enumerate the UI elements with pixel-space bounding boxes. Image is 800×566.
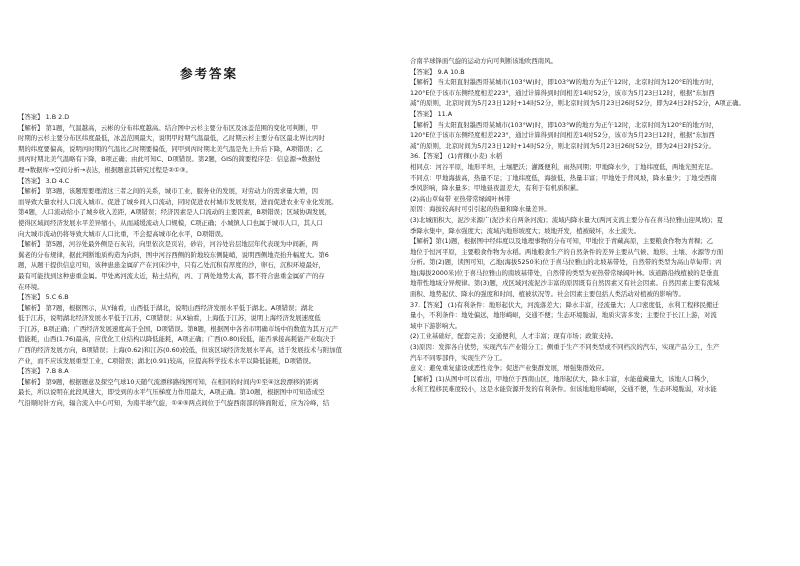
text-line: 【解析】 第3题，该题需要理清这三者之间的关系，城市工业、服务业的发展，对劳动力的需求量大增，因	[18, 187, 319, 196]
text-line: 【答案】 9.A 10.B	[410, 67, 465, 76]
text-line: (3)北城面积大，泥沙来源广(泥沙来自两条河流)；流域内降水量大(两河支流主要分布在喜马拉雅山迎风坡)；夏	[410, 215, 723, 224]
text-line: 【答案】 3.D 4.C	[18, 176, 70, 185]
text-line: 汽车不同零部件，实现生产分工。	[410, 353, 506, 362]
text-line: 相同点：河谷平原，地形平坦，土壤肥沃；灌溉便利，雨热同期；甲地降水少，丁地纬度低，两地光照充足。	[410, 162, 717, 171]
text-line: 最长，所以说明在此段风速大，即受到的水平气压梯度力作用最大，A项正确。第10题，根据图中可知造成空	[18, 388, 325, 397]
text-line: 理→数据库→空间分析→表达，根据题意其研究过程是②①③。	[18, 165, 192, 174]
text-line: (3)原因：发挥各自优势，实现汽车产业错分工；侧重于生产不同类型或不同档次的汽车，实现产品分工，生产	[410, 343, 720, 352]
text-line: 地位于恒河平原，主要粮食作物为水稻。两地粮食生产的自然条件的差异主要从气候、地形、土壤、水源等方面	[410, 247, 724, 256]
text-line: 第4题，人口流动给小了城乡收入差距，A项错误；经济因素是人口流动的主要因素，B项错误；区域协调发展，	[18, 208, 332, 217]
text-line: 水利工程移民难度较小，这是水能资源开发的有利条件。但该地地形崎岖，交通不便，生态环境脆弱，对水能	[410, 385, 717, 394]
text-line: 120°E位于该市东侧经度相差223°，通过计算得到时间相差14时52分，该市为5月23日12时，根据“东加西	[410, 88, 715, 97]
text-line: 原因：海拔较高时可引引起的热量和降水量差异。	[410, 205, 551, 214]
text-line: 而导致大量农村人口流入城市。促进了城乡间人口流动，同时促进农村城市发展发展，进而促进农业专业化发展。	[18, 197, 338, 206]
text-line: 最有可能找到这种患重金属。甲处离河流太近，粘土结构，丙、丁两处地势太高，都不符合患重金属矿产的存	[18, 271, 325, 280]
text-line: 合南半球锋面气旋的运动方向可判断该地吹西南风。	[410, 57, 557, 65]
text-line: (2)高山草甸带 亚热带常绿阔叶林带	[410, 194, 511, 203]
left-text-block	[18, 112, 400, 409]
text-line: 【答案】 1.B 2.D	[18, 113, 70, 121]
text-line: 域中下游影响大。	[410, 321, 462, 330]
text-line: 期的纬度要偏高，说明丙时期的气温比乙时期要偏低，同甲到丙时期北美气温是先上升后下降，A项错误；乙	[18, 144, 323, 153]
text-line: 季降水集中，降水强度大；流域内地形坡度大；坡地开发，植被破坏，水土流失。	[410, 226, 641, 235]
text-line: 时期的云杉主要分布区纬度最低，冰盖范围最大，说明甲时期气温最低，乙时期云杉主要分布区最北界比丙时	[18, 134, 325, 143]
text-line: (2)工业基础好，配套完善；交通便利，人才丰富；现有市场；政策支持。	[410, 332, 618, 341]
text-line: 地(海拔2000米)位于喜马拉雅山的南坡基带处，自然带的类型为亚热带常绿阔叶林。该道路沿线植被的是垂直	[410, 268, 719, 277]
text-line: 【解析】 第7题，根据图示，从Y轴看，山西低于湖北，说明山西经济发展水平低于湖北。A项错误；湖北	[18, 303, 314, 312]
text-line: 量小，不利条件：地处偏远，地形崎岖，交通不便；生态环境脆弱，地质灾害多发；主要位于长江上游，对流	[410, 311, 717, 320]
text-line: 季风影响，降水量多；甲地昼夜温差大，有利于有机质积累。	[410, 184, 583, 193]
text-line: 【解析】(1)从图中可以看出，甲地位于西南山区，地形起伏大，降水丰富，水能蕴藏量大，该地人口稀少，	[410, 374, 714, 383]
text-line: 地带性地域分异规律。第(3)题，戌区域河流泥沙丰富的原因既有自然因素又有社会因素。自然因素主要有流域	[410, 279, 720, 288]
text-line: 【解析】 当太阳直射墨西哥某城市(103°W)时，即103°W的地方为正午12时，北京时间为120°E的地方时，	[410, 120, 719, 129]
text-line: 【解析】 第1题，气温越高，云彬的分布纬度越高。结合图中云杉主要分布区及冰盖范围的变化可判断，甲	[18, 123, 319, 132]
text-line: 题，从题干提供信息可知，该种患患金属矿产在河床沙中，只有乙处沉积有厚度的沙，卵石，沉积环境最好，	[18, 261, 325, 270]
text-line: 意义：避免重复建设或恶性竞争；促进产业集群发展，增强集群效应。	[410, 364, 609, 373]
right-column	[410, 0, 792, 566]
text-line: 120°E位于该市东侧经度相差223°，通过计算得到时间相差14时52分，该市为5月23日12时，根据“东加西	[410, 131, 715, 140]
left-column	[18, 0, 400, 566]
text-line: 【解析】 第5题，河谷处最外侧是石灰岩，向里依次是页岩，砂岩，河谷处岩层地层年代表现为中间新，两	[18, 240, 319, 249]
text-line: 【解析】第(1)题，根据图中经纬度以及地理事物的分布可知，甲地位于青藏高原，主要粮食作物为青稞；乙	[410, 237, 714, 246]
text-line: 减”的原则，北京时间为5月23日12时+14时52分，则北京时间为5月23日26时52分，即为24日2时52分，A项正确。	[410, 99, 745, 108]
text-line: 产业，而不应该发展重型工业，C项错误；湖北(0.91)较高，应提高科学技术水平以降低能耗，D项错误。	[18, 356, 316, 365]
text-line: 不同点：甲地海拔高，热量不足；丁地纬度低，海拔低，热量丰富；甲地处于背风坡，降水量少；丁地受西南	[410, 173, 717, 182]
text-line: 面积、地势起伏、降水的强度和时间、植被状况等。社会因素主要包括人类活动对植被的影响等。	[410, 290, 685, 299]
text-line: 翼老的分布规律，据此判断地质构造为向斜，图中河谷西侧的阶地较东侧陡峭，说明西侧地壳抬升幅度大。第6	[18, 250, 329, 259]
text-line: 36.【答案】 (1)青稞(小麦) 水稻	[410, 152, 503, 161]
text-line: 使得区域间经济发展水平差异缩小，从而减缓流动人口规模，C项正确；小城镇人口也属于城市人口，其人口	[18, 218, 323, 227]
text-line: 【答案】 5.C 6.B	[18, 293, 69, 302]
page-title: 参考答案	[179, 66, 238, 81]
text-line: 减”的原则，北京时间为5月23日12时+14时52分，则北京时间为5月23日26时52分，即为24日2时52分。	[410, 141, 715, 150]
text-line: 向大城市流动仍将导致大城市人口比重，不会提高城市化水平，D项错误。	[18, 229, 228, 238]
text-line: 【答案】 7.B 8.A	[18, 367, 69, 376]
text-line: 在环境。	[18, 282, 44, 291]
text-line: 气沿顺时针方向，辐合流入中心可知，为南半球气旋，①④⑤两点间位于气旋西南部的锋面附近，应为冷峰，结	[18, 399, 330, 408]
text-line: 【答案】 11.A	[410, 109, 453, 118]
text-line: 分析。第(2)题，读图可知，乙地(海拔5250米)位于喜马拉雅山的北坡基带处，自然带的类型为高山草甸带；丙	[410, 258, 722, 267]
text-line: 低于江苏，说明湖北经济发展水平低于江苏，C项错误；从X轴看，上海低于江苏，说明上海经济发展速度低	[18, 314, 321, 323]
right-text-block	[410, 56, 792, 395]
text-line: 广西的经济发展方向，B项错误；上海(0.62)和江苏(0.60)较低，但该区域经济发展水平高，适于发展技术与附加值	[18, 346, 343, 355]
text-line: 于江苏，B项正确；广西经济发展速度高于全国，D项错误。第8题，根据图中各省市明确市场中的数值为其万元产	[18, 324, 339, 333]
text-line: 到丙时期北美气温略有下降，B项正确；由此可知C、D项错误。第2题，GIS的简要程序是：信息源→数据处	[18, 155, 321, 164]
text-line: 值能耗，山西(1.76)最高，应优化工业结构以降低能耗，A项正确；广西(0.80)较低，能否承接高耗能产业取决于	[18, 335, 336, 344]
text-line: 37.【答案】 (1)有利条件：地形起伏大，河流落差大；降水丰富，径流量大；人口密度低，水利工程移民搬迁	[410, 300, 719, 309]
text-line: 【解析】 当太阳直射墨西哥某城市(103°W)时，即103°W的地方为正午12时，北京时间为120°E的地方时，	[410, 78, 719, 87]
text-line: 【解析】 第9题，根据题意及探空气球10天随气流漂移路线图可知，在相同的时间内①至④这段漂移的距离	[18, 377, 319, 386]
